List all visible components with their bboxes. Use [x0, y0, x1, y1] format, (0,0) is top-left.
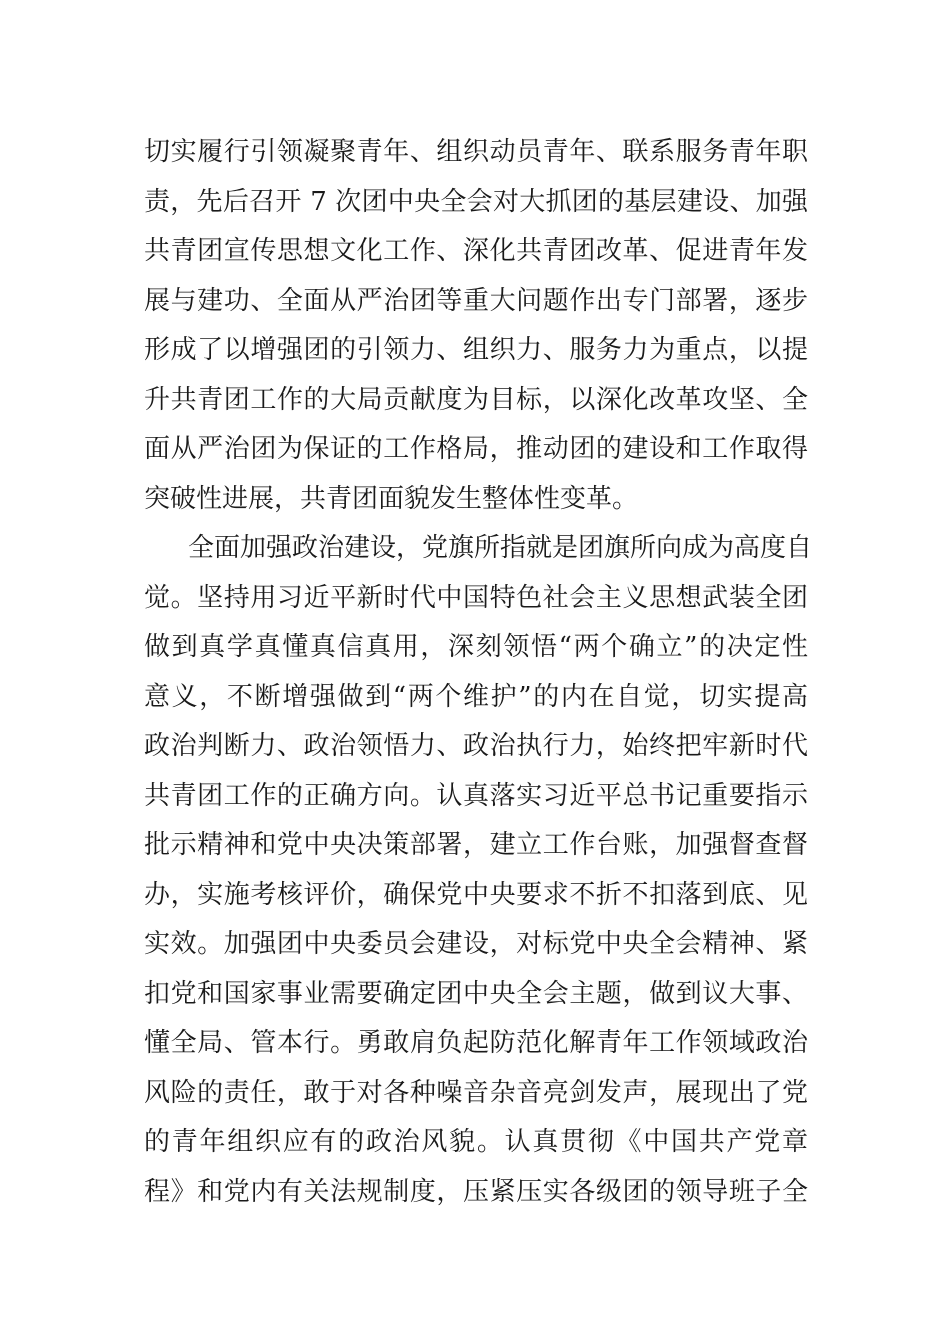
text-line: 形成了以增强团的引领力、组织力、服务力为重点，以提 [144, 335, 808, 365]
paragraph-2 [144, 524, 813, 1217]
text-line: 政治判断力、政治领悟力、政治执行力，始终把牢新时代 [144, 731, 808, 761]
text-line: 意义，不断增强做到“两个维护”的内在自觉，切实提高 [144, 681, 808, 712]
text-line: 程》和党内有关法规制度，压紧压实各级团的领导班子全 [144, 1176, 808, 1207]
text-line: 扣党和国家事业需要确定团中央全会主题，做到议大事、 [144, 978, 808, 1009]
text-line: 懂全局、管本行。勇敢肩负起防范化解青年工作领域政治 [144, 1028, 808, 1058]
paragraph-1 [144, 128, 808, 524]
text-line: 做到真学真懂真信真用，深刻领悟“两个确立”的决定性 [144, 632, 808, 662]
text-line: 面从严治团为保证的工作格局，推动团的建设和工作取得 [144, 434, 808, 464]
text-line: 共青团工作的正确方向。认真落实习近平总书记重要指示 [144, 780, 808, 811]
text-line: 责，先后召开 7 次团中央全会对大抓团的基层建设、加强 [144, 186, 808, 217]
text-line: 升共青团工作的大局贡献度为目标，以深化改革攻坚、全 [144, 384, 808, 415]
text-line: 觉。坚持用习近平新时代中国特色社会主义思想武装全团 [144, 582, 808, 613]
text-line: 切实履行引领凝聚青年、组织动员青年、联系服务青年职 [144, 137, 808, 167]
text-line: 实效。加强团中央委员会建设，对标党中央全会精神、紧 [144, 929, 808, 959]
text-line: 共青团宣传思想文化工作、深化共青团改革、促进青年发 [144, 236, 808, 266]
text-line: 的青年组织应有的政治风貌。认真贯彻《中国共产党章 [144, 1127, 808, 1157]
text-line: 办，实施考核评价，确保党中央要求不折不扣落到底、见 [144, 879, 808, 910]
text-line: 批示精神和党中央决策部署，建立工作台账，加强督查督 [144, 830, 808, 860]
text-line: 展与建功、全面从严治团等重大问题作出专门部署，逐步 [144, 285, 808, 316]
text-line: 突破性进展，共青团面貌发生整体性变革。 [144, 483, 639, 514]
text-line: 全面加强政治建设，党旗所指就是团旗所向成为高度自 [188, 533, 813, 563]
text-line: 风险的责任，敢于对各种噪音杂音亮剑发声，展现出了党 [144, 1077, 808, 1108]
document-body [144, 128, 813, 1217]
